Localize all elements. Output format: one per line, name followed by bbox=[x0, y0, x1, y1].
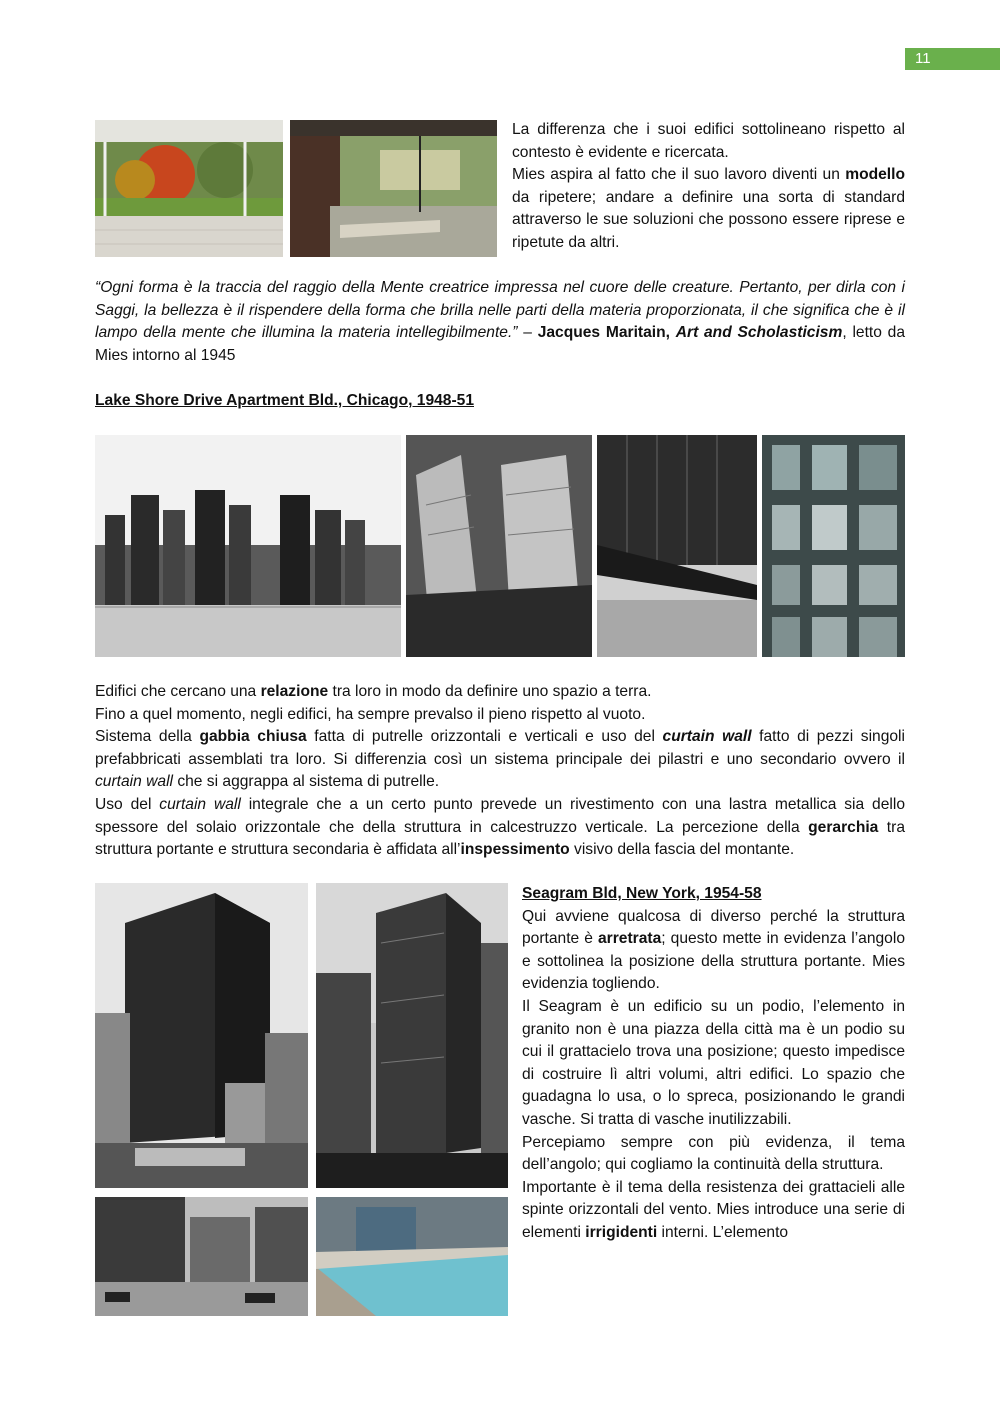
page-number: 11 bbox=[905, 48, 1000, 70]
photo-glass-pavilion-autumn bbox=[95, 120, 283, 257]
lake-shore-line-3: Sistema della gabbia chiusa fatta di putrelle orizzontali e verticali e uso del curtain wall fatto di pezzi singoli prefabbricati assemblati tra loro. Si differenzia così un sistema principale dei pilastri e uno secondario ovvero il curtain wall che si aggrappa al sistema di putrelle. bbox=[95, 728, 905, 791]
photo-seagram-tower-day bbox=[95, 883, 308, 1188]
lake-shore-line-2: Fino a quel momento, negli edifici, ha sempre prevalso il pieno rispetto al vuoto. bbox=[95, 705, 646, 723]
maritain-quote: “Ogni forma è la traccia del raggio della Mente creatrice impressa nel cuore delle creature. Pertanto, per dirla con i Saggi, la bellezza è il rispendere della forma che brilla nelle parti della materia proporzionata, il che significa che è il lampo della mente che illumina la materia intellegibilmente.” – Jacques Maritain, Art and Scholasticism, letto da Mies intorno al 1945 bbox=[95, 279, 906, 364]
lake-shore-line-1: Edifici che cercano una relazione tra loro in modo da definire uno spazio a terra. bbox=[95, 683, 652, 700]
photo-seagram-tower-night bbox=[316, 883, 508, 1188]
seagram-text bbox=[522, 883, 905, 1245]
lake-shore-line-4: Uso del curtain wall integrale che a un certo punto prevede un rivestimento con una lastra metallica sia dello spessore del solaio orizzontale che della struttura in calcestruzzo verticale. La percezione della gerarchia tra struttura portante e struttura secondaria è affidata all’inspessimento visivo della fascia del montante. bbox=[95, 795, 906, 859]
photo-lake-shore-aerial bbox=[406, 435, 592, 657]
seagram-paragraph-2: Il Seagram è un edificio su un podio, l’elemento in granito non è una piazza della città ma è un podio su cui il grattacielo trova una posizione; questo impedisce di costruire lì altri volumi, altri edifici. Lo spazio che guadagna lo usa, o lo spreca, posizionando le grandi vasche. Si tratta di vasche inutilizzabili. bbox=[522, 997, 905, 1128]
intro-text bbox=[512, 119, 905, 255]
photo-glass-pavilion-brick-wall bbox=[290, 120, 497, 257]
photo-seagram-street bbox=[95, 1197, 308, 1316]
seagram-paragraph-4: Importante è il tema della resistenza dei grattacieli alle spinte orizzontali del vento. Mies introduce una serie di elementi irrigidenti interni. L’elemento bbox=[522, 1178, 905, 1241]
seagram-heading: Seagram Bld, New York, 1954-58 bbox=[522, 885, 762, 902]
photo-lake-shore-canopy bbox=[597, 435, 757, 657]
photo-lake-shore-skyline bbox=[95, 435, 401, 657]
intro-paragraph-1: La differenza che i suoi edifici sottolineano rispetto al contesto è evidente e ricercata. bbox=[512, 121, 905, 161]
lake-shore-text bbox=[95, 681, 905, 862]
seagram-paragraph-1: Qui avviene qualcosa di diverso perché la struttura portante è arretrata; questo mette in evidenza l’angolo e sottolinea la posizione della struttura portante. Mies evidenzia togliendo. bbox=[522, 907, 905, 993]
photo-seagram-plaza-pool bbox=[316, 1197, 508, 1316]
intro-paragraph-2: Mies aspira al fatto che il suo lavoro diventi un modello da ripetere; andare a definire una sorta di standard attraverso le sue soluzioni che possono essere riprese e ripetute da altri. bbox=[512, 166, 905, 251]
lake-shore-heading: Lake Shore Drive Apartment Bld., Chicago, 1948-51 bbox=[95, 392, 474, 409]
seagram-paragraph-3: Percepiamo sempre con più evidenza, il tema dell’angolo; qui cogliamo la continuità della struttura. bbox=[522, 1133, 905, 1174]
photo-lake-shore-facade-detail bbox=[762, 435, 905, 657]
